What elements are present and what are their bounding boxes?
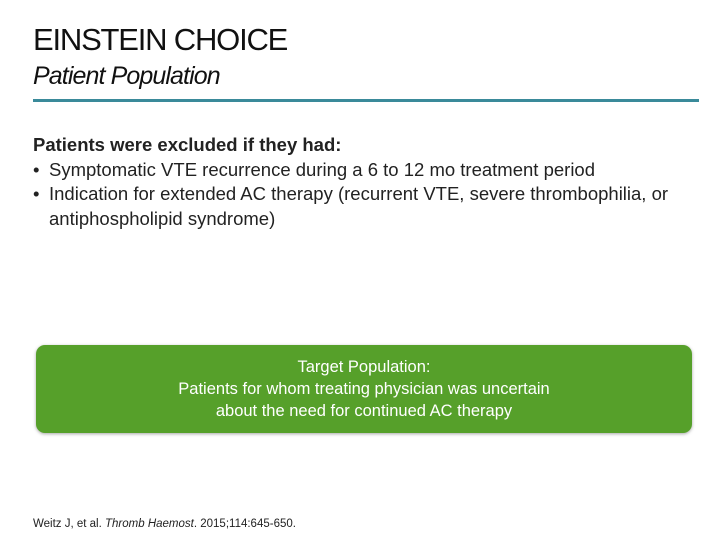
callout-line: Patients for whom treating physician was uncertain bbox=[178, 380, 550, 398]
bullet-icon: • bbox=[33, 183, 40, 204]
title-divider bbox=[33, 99, 699, 102]
bullet-icon: • bbox=[33, 158, 40, 180]
list-item bbox=[33, 158, 673, 183]
citation-journal: Thromb Haemost bbox=[105, 518, 194, 530]
list-item-text: Indication for extended AC therapy (recurrent VTE, severe thrombophilia, or antiphospholipid syndrome) bbox=[49, 183, 669, 229]
citation bbox=[33, 518, 296, 530]
exclusion-lead: Patients were excluded if they had: bbox=[33, 134, 342, 155]
citation-authors: Weitz J, et al. bbox=[33, 518, 106, 530]
exclusion-criteria bbox=[33, 133, 673, 231]
target-population-callout bbox=[36, 345, 692, 433]
exclusion-list bbox=[33, 158, 673, 232]
slide-subtitle: Patient Population bbox=[33, 62, 220, 90]
list-item-text: Symptomatic VTE recurrence during a 6 to 12 mo treatment period bbox=[49, 158, 596, 180]
citation-details: . 2015;114:645-650. bbox=[193, 518, 296, 530]
callout-line: about the need for continued AC therapy bbox=[215, 402, 513, 420]
slide-title: EINSTEIN CHOICE bbox=[33, 22, 288, 57]
list-item bbox=[33, 182, 673, 231]
callout-heading: Target Population: bbox=[297, 358, 431, 376]
